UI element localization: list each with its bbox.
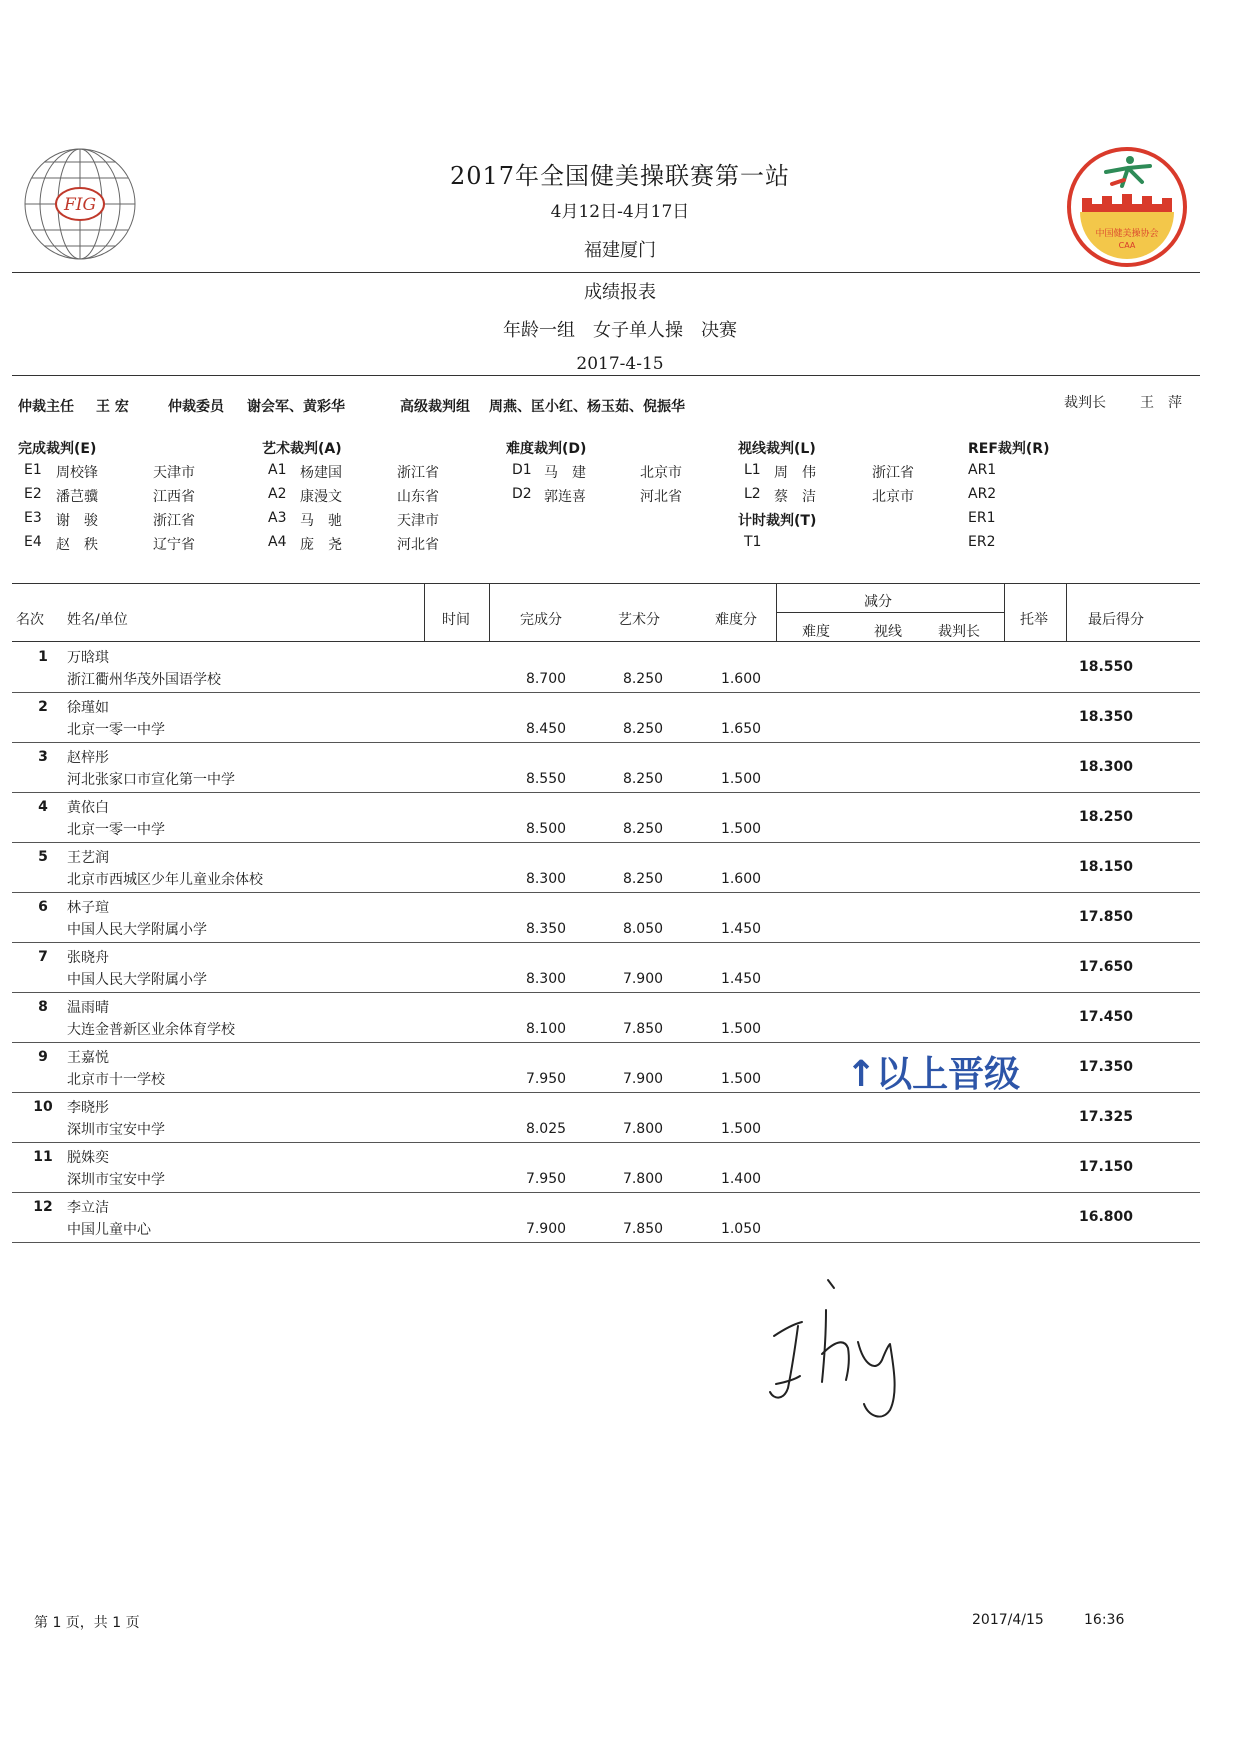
athlete-name: 脱姝奕 <box>67 1150 109 1166</box>
jury-members-names: 谢会军、黄彩华 <box>247 399 345 415</box>
table-row <box>12 993 1200 1043</box>
panel-artistic <box>262 438 502 558</box>
athlete-name: 李立洁 <box>67 1200 109 1216</box>
judge-name: 马 建 <box>544 465 586 481</box>
artistic-score: 7.800 <box>622 1121 664 1137</box>
judge-place: 河北省 <box>640 489 682 505</box>
judge-name: 杨建国 <box>300 465 342 481</box>
execution-score: 8.300 <box>525 971 567 987</box>
athlete-unit: 中国儿童中心 <box>67 1222 151 1238</box>
th-final: 最后得分 <box>1088 612 1144 628</box>
artistic-score: 7.850 <box>622 1221 664 1237</box>
judge-place: 浙江省 <box>153 513 195 529</box>
header-titles <box>0 156 1240 262</box>
judge-code: L2 <box>744 486 761 502</box>
event-place: 福建厦门 <box>584 240 656 261</box>
athlete-name: 李晓彤 <box>67 1100 109 1116</box>
artistic-score: 8.250 <box>622 671 664 687</box>
athlete-unit: 深圳市宝安中学 <box>67 1122 165 1138</box>
final-score: 17.150 <box>1078 1159 1134 1175</box>
final-score: 18.300 <box>1078 759 1134 775</box>
th-ded-line: 视线 <box>874 624 902 640</box>
athlete-name: 林子瑄 <box>67 900 109 916</box>
table-row <box>12 943 1200 993</box>
judge-code: D2 <box>512 486 532 502</box>
arrow-up-icon: ↑ <box>846 1054 877 1095</box>
judge-code: ER1 <box>968 510 996 526</box>
athlete-name: 王嘉悦 <box>67 1050 109 1066</box>
athlete-unit: 北京一零一中学 <box>67 722 165 738</box>
th-ded-difficulty: 难度 <box>802 624 830 640</box>
page-title: 2017年全国健美操联赛第一站 <box>449 162 791 190</box>
athlete-unit: 北京市十一学校 <box>67 1072 165 1088</box>
panel-execution-title: 完成裁判(E) <box>18 441 97 457</box>
panel-artistic-title: 艺术裁判(A) <box>262 441 342 457</box>
print-time: 16:36 <box>1084 1612 1125 1628</box>
judge-place: 北京市 <box>640 465 682 481</box>
athlete-unit: 中国人民大学附属小学 <box>67 922 207 938</box>
th-ded-head: 裁判长 <box>938 624 980 640</box>
report-title: 成绩报表 <box>584 282 656 303</box>
judge-place: 北京市 <box>872 489 914 505</box>
final-score: 17.450 <box>1078 1009 1134 1025</box>
qualification-note-text: 以上晋级 <box>876 1054 1021 1095</box>
svg-text:中国健美操协会: 中国健美操协会 <box>1095 229 1159 239</box>
table-row <box>12 1043 1200 1093</box>
judge-code: A1 <box>268 462 287 478</box>
difficulty-score: 1.650 <box>720 721 762 737</box>
final-score: 18.250 <box>1078 809 1134 825</box>
deduction-divider <box>776 612 1004 613</box>
panel-execution <box>18 438 258 558</box>
difficulty-score: 1.500 <box>720 1071 762 1087</box>
athlete-unit: 河北张家口市宣化第一中学 <box>67 772 235 788</box>
panel-ref-title: REF裁判(R) <box>968 441 1050 457</box>
rank: 3 <box>38 749 48 765</box>
execution-score: 7.950 <box>525 1071 567 1087</box>
table-row <box>12 1143 1200 1193</box>
execution-score: 7.950 <box>525 1171 567 1187</box>
table-row <box>12 1193 1200 1243</box>
judge-place: 浙江省 <box>872 465 914 481</box>
athlete-name: 徐瑾如 <box>67 700 109 716</box>
svg-text:CAA: CAA <box>1118 241 1136 250</box>
th-name-unit: 姓名/单位 <box>67 612 128 628</box>
print-date: 2017/4/15 <box>972 1612 1044 1628</box>
th-time: 时间 <box>442 612 470 628</box>
rank: 8 <box>38 999 48 1015</box>
difficulty-score: 1.400 <box>720 1171 762 1187</box>
judge-code: E2 <box>24 486 42 502</box>
judge-place: 浙江省 <box>397 465 439 481</box>
difficulty-score: 1.500 <box>720 1021 762 1037</box>
athlete-unit: 深圳市宝安中学 <box>67 1172 165 1188</box>
rank: 2 <box>38 699 48 715</box>
artistic-score: 8.250 <box>622 821 664 837</box>
jury-senior-names: 周燕、匡小红、杨玉茹、倪振华 <box>489 399 685 415</box>
rank: 5 <box>38 849 48 865</box>
qualification-note <box>846 1046 1020 1097</box>
artistic-score: 8.250 <box>622 871 664 887</box>
judge-code: D1 <box>512 462 532 478</box>
final-score: 17.325 <box>1078 1109 1134 1125</box>
judge-place: 天津市 <box>153 465 195 481</box>
th-rank: 名次 <box>16 612 44 628</box>
judge-place: 江西省 <box>153 489 195 505</box>
jury-chief-name: 王 宏 <box>96 399 129 415</box>
final-score: 18.150 <box>1078 859 1134 875</box>
artistic-score: 8.050 <box>622 921 664 937</box>
table-row <box>12 693 1200 743</box>
rank: 10 <box>33 1099 53 1115</box>
final-score: 17.850 <box>1078 909 1134 925</box>
final-score: 17.650 <box>1078 959 1134 975</box>
judge-place: 河北省 <box>397 537 439 553</box>
athlete-unit: 浙江衢州华茂外国语学校 <box>67 672 221 688</box>
judge-code: AR1 <box>968 462 997 478</box>
judge-code: A4 <box>268 534 287 550</box>
panel-line <box>738 438 958 558</box>
athlete-unit: 大连金普新区业余体育学校 <box>67 1022 235 1038</box>
report-divider <box>12 375 1200 376</box>
th-difficulty: 难度分 <box>715 612 757 628</box>
event-dates: 4月12日-4月17日 <box>550 202 690 222</box>
col-divider <box>489 583 490 641</box>
jury-line <box>18 396 1188 418</box>
th-lift: 托举 <box>1020 612 1048 628</box>
panel-ref <box>968 438 1168 558</box>
difficulty-score: 1.500 <box>720 1121 762 1137</box>
th-execution: 完成分 <box>520 612 562 628</box>
execution-score: 8.450 <box>525 721 567 737</box>
head-judge-label: 裁判长 <box>1064 395 1106 411</box>
judge-name: 马 驰 <box>300 513 342 529</box>
athlete-unit: 北京市西城区少年儿童业余体校 <box>67 872 263 888</box>
judge-name: 潘芑骥 <box>56 489 98 505</box>
artistic-score: 8.250 <box>622 721 664 737</box>
signature <box>764 1276 944 1426</box>
rank: 7 <box>38 949 48 965</box>
rank: 11 <box>33 1149 53 1165</box>
final-score: 18.350 <box>1078 709 1134 725</box>
table-top-border <box>12 583 1200 584</box>
jury-senior-label: 高级裁判组 <box>400 399 470 415</box>
judge-code: ER2 <box>968 534 996 550</box>
athlete-unit: 中国人民大学附属小学 <box>67 972 207 988</box>
athlete-name: 万晗琪 <box>67 650 109 666</box>
execution-score: 8.700 <box>525 671 567 687</box>
artistic-score: 7.900 <box>622 971 664 987</box>
judge-place: 山东省 <box>397 489 439 505</box>
report-date: 2017-4-15 <box>576 354 664 374</box>
jury-members-label: 仲裁委员 <box>168 399 224 415</box>
th-deductions: 减分 <box>864 594 892 610</box>
artistic-score: 7.800 <box>622 1171 664 1187</box>
execution-score: 8.100 <box>525 1021 567 1037</box>
rank: 12 <box>33 1199 53 1215</box>
difficulty-score: 1.500 <box>720 821 762 837</box>
table-row <box>12 893 1200 943</box>
judge-code: E4 <box>24 534 42 550</box>
panel-line-title: 视线裁判(L) <box>738 441 816 457</box>
table-row <box>12 643 1200 693</box>
judge-place: 天津市 <box>397 513 439 529</box>
rank: 6 <box>38 899 48 915</box>
artistic-score: 8.250 <box>622 771 664 787</box>
th-artistic: 艺术分 <box>618 612 660 628</box>
athlete-name: 王艺润 <box>67 850 109 866</box>
table-row <box>12 793 1200 843</box>
execution-score: 8.500 <box>525 821 567 837</box>
col-divider <box>1004 583 1005 641</box>
rank: 1 <box>38 649 48 665</box>
panel-difficulty-title: 难度裁判(D) <box>506 441 587 457</box>
rank: 4 <box>38 799 48 815</box>
judge-code: AR2 <box>968 486 997 502</box>
page-indicator: 第 1 页，共 1 页 <box>34 1615 140 1631</box>
table-row <box>12 1093 1200 1143</box>
athlete-unit: 北京一零一中学 <box>67 822 165 838</box>
execution-score: 7.900 <box>525 1221 567 1237</box>
col-divider <box>424 583 425 641</box>
table-header-border <box>12 641 1200 642</box>
judge-code: A2 <box>268 486 287 502</box>
judge-code: A3 <box>268 510 287 526</box>
judge-name: 蔡 洁 <box>774 489 816 505</box>
judge-name: 周 伟 <box>774 465 816 481</box>
artistic-score: 7.900 <box>622 1071 664 1087</box>
panel-timer-title: 计时裁判(T) <box>738 513 817 529</box>
judge-code: T1 <box>744 534 762 550</box>
table-row <box>12 843 1200 893</box>
judge-code: E1 <box>24 462 42 478</box>
execution-score: 8.025 <box>525 1121 567 1137</box>
difficulty-score: 1.450 <box>720 971 762 987</box>
athlete-name: 赵梓彤 <box>67 750 109 766</box>
svg-text:FIG: FIG <box>63 195 97 215</box>
difficulty-score: 1.600 <box>720 671 762 687</box>
final-score: 17.350 <box>1078 1059 1134 1075</box>
athlete-name: 温雨晴 <box>67 1000 109 1016</box>
judge-name: 庞 尧 <box>300 537 342 553</box>
judge-name: 周校锋 <box>56 465 98 481</box>
report-titles <box>0 278 1240 374</box>
artistic-score: 7.850 <box>622 1021 664 1037</box>
difficulty-score: 1.600 <box>720 871 762 887</box>
final-score: 16.800 <box>1078 1209 1134 1225</box>
difficulty-score: 1.500 <box>720 771 762 787</box>
judge-code: L1 <box>744 462 761 478</box>
header-divider <box>12 272 1200 273</box>
report-event: 年龄一组 女子单人操 决赛 <box>503 320 737 341</box>
execution-score: 8.550 <box>525 771 567 787</box>
table-row <box>12 743 1200 793</box>
rank: 9 <box>38 1049 48 1065</box>
judge-name: 郭连喜 <box>544 489 586 505</box>
jury-chief-label: 仲裁主任 <box>18 399 74 415</box>
execution-score: 8.350 <box>525 921 567 937</box>
judge-name: 康漫文 <box>300 489 342 505</box>
judge-name: 谢 骏 <box>56 513 98 529</box>
athlete-name: 张晓舟 <box>67 950 109 966</box>
difficulty-score: 1.050 <box>720 1221 762 1237</box>
execution-score: 8.300 <box>525 871 567 887</box>
final-score: 18.550 <box>1078 659 1134 675</box>
col-divider <box>1066 583 1067 641</box>
judge-place: 辽宁省 <box>153 537 195 553</box>
head-judge-name: 王 萍 <box>1140 395 1182 411</box>
judge-name: 赵 秩 <box>56 537 98 553</box>
judge-code: E3 <box>24 510 42 526</box>
panel-difficulty <box>506 438 726 558</box>
difficulty-score: 1.450 <box>720 921 762 937</box>
athlete-name: 黄依白 <box>67 800 109 816</box>
